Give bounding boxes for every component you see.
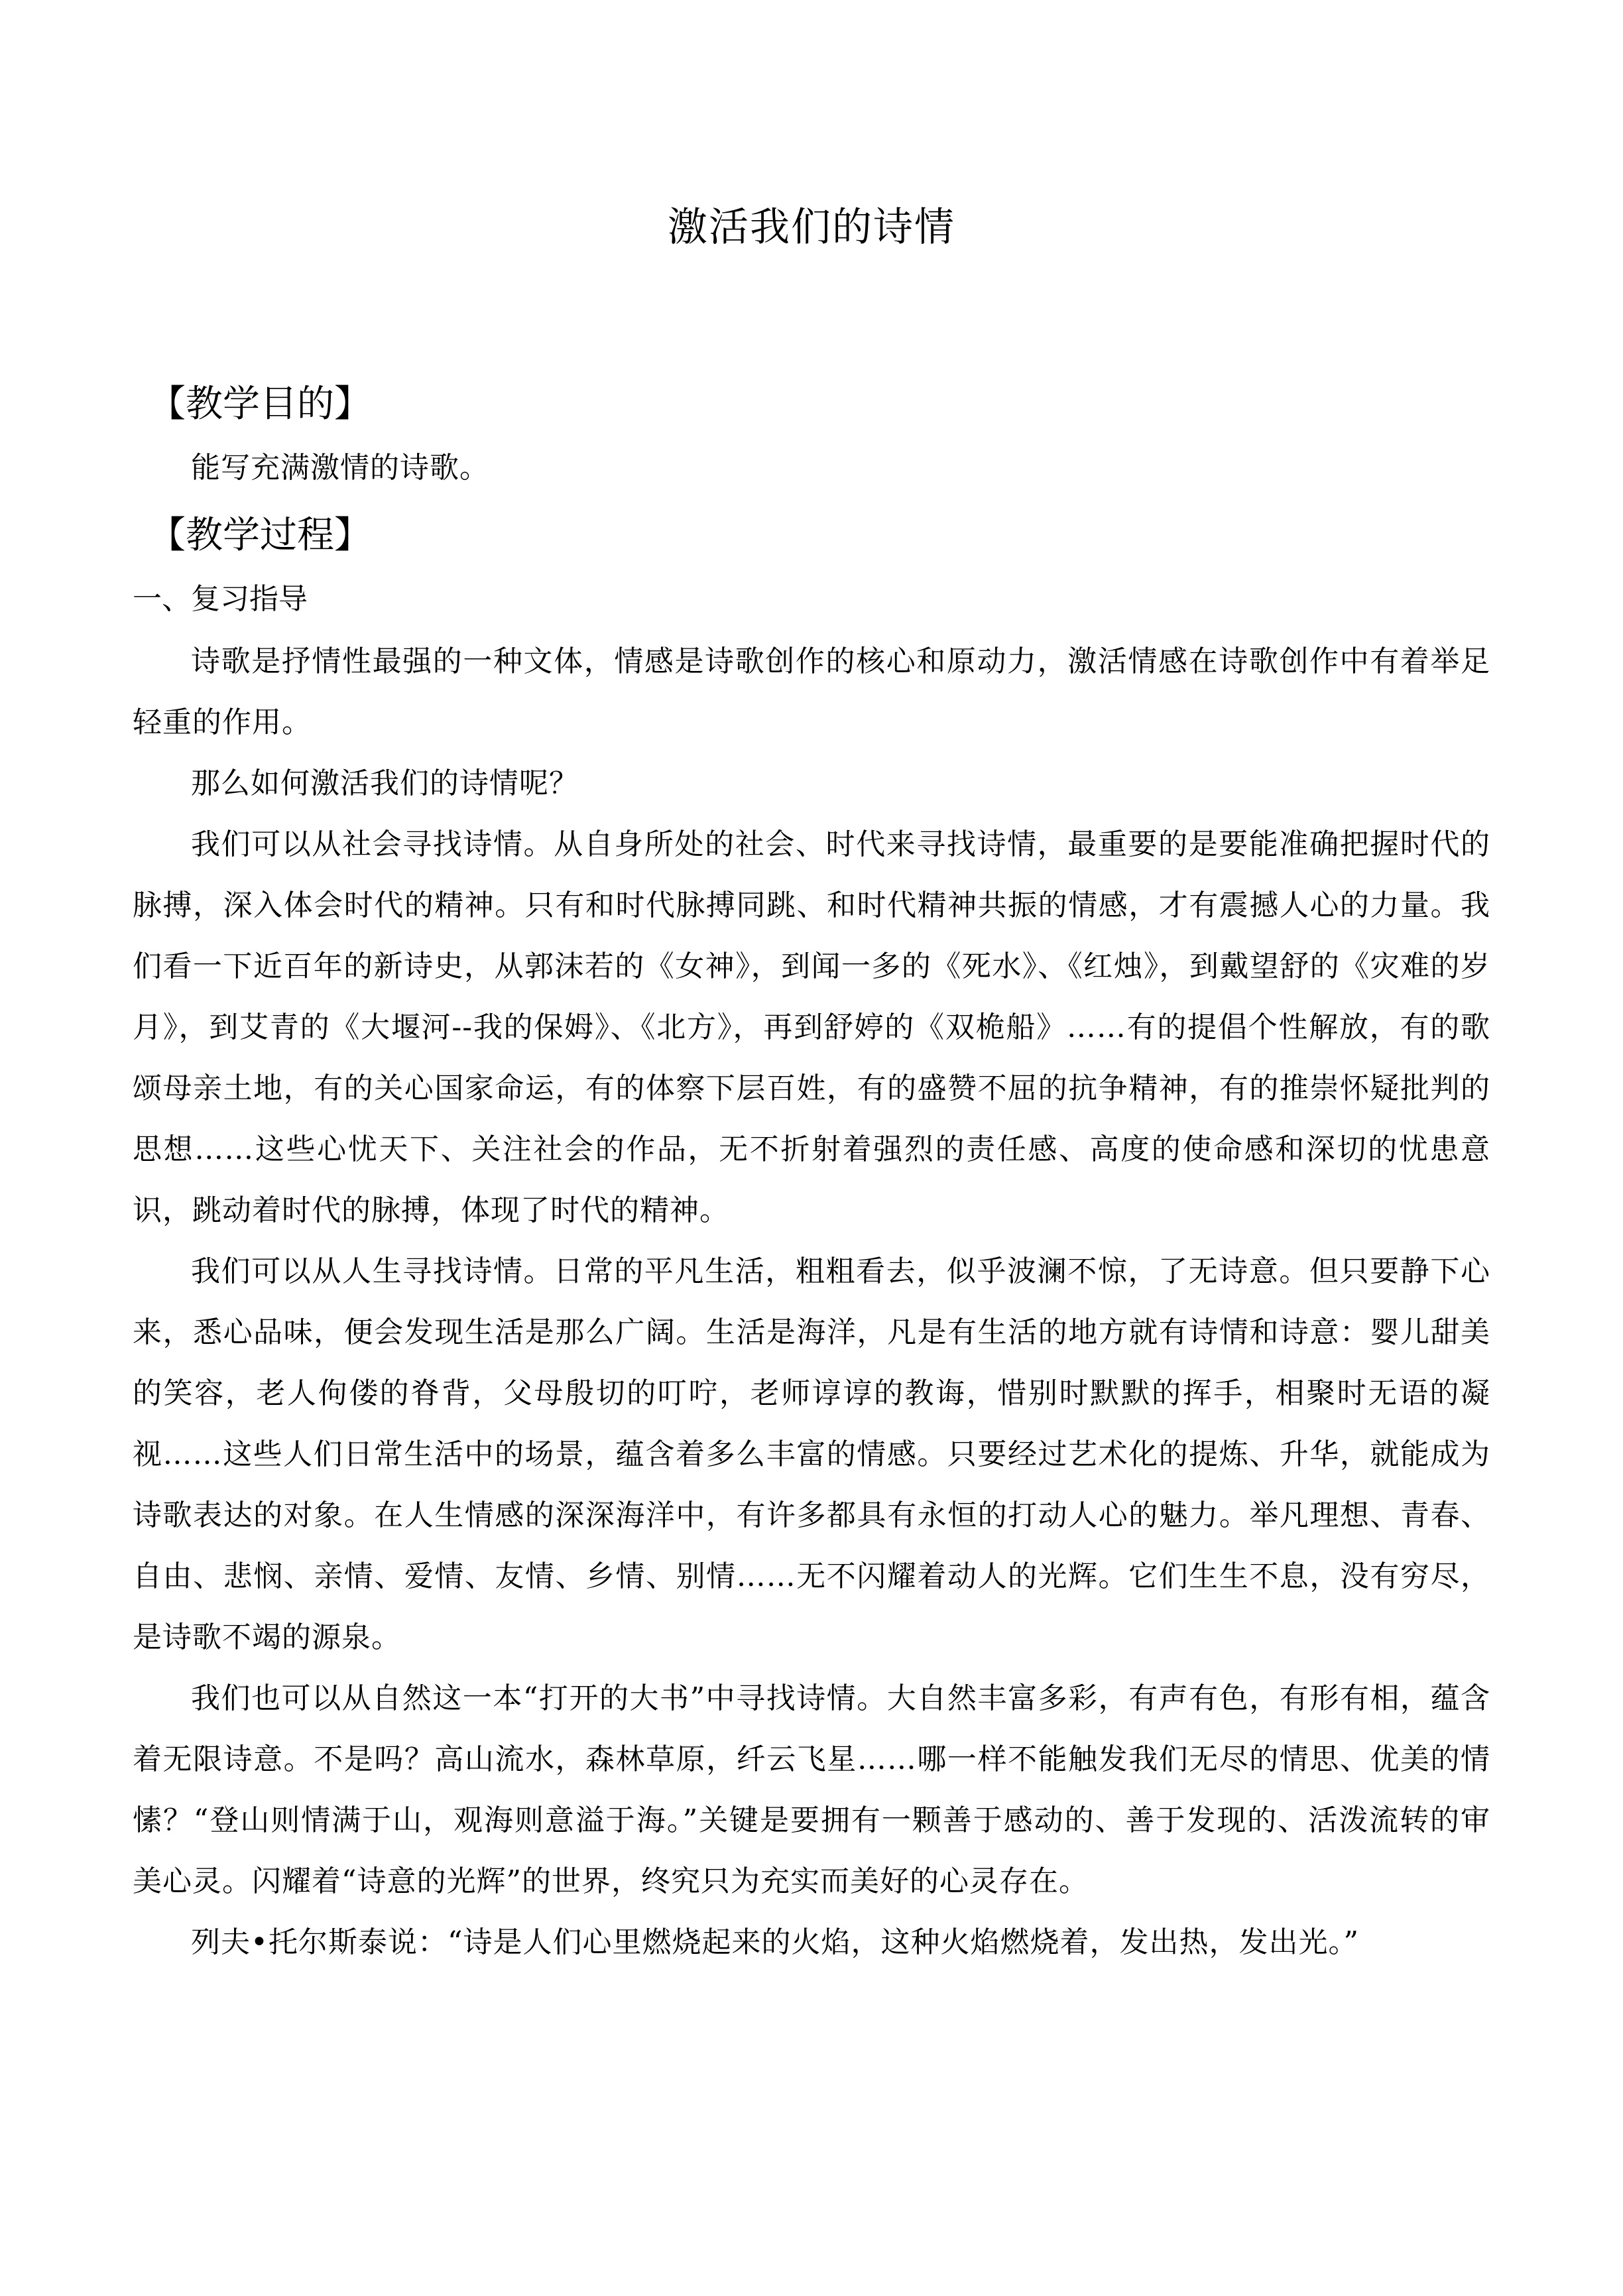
paragraph-society: 我们可以从社会寻找诗情。从自身所处的社会、时代来寻找诗情，最重要的是要能准确把握时代的脉搏，深入体会时代的精神。只有和时代脉搏同跳、和时代精神共振的情感，才有震撼人心的力量。我们看一下近百年的新诗史，从郭沫若的《女神》，到闻一多的《死水》、《红烛》，到戴望舒的《灾难的岁月》，到艾青的《大堰河--我的保姆》、《北方》，再到舒婷的《双桅船》……有的提倡个性解放，有的歌颂母亲土地，有的关心国家命运，有的体察下层百姓，有的盛赞不屈的抗争精神，有的推崇怀疑批判的思想……这些心忧天下、关注社会的作品，无不折射着强烈的责任感、高度的使命感和深切的忧患意识，跳动着时代的脉搏，体现了时代的精神。: [133, 827, 1490, 1227]
document-body: [133, 371, 1490, 1973]
process-heading: 【教学过程】: [149, 514, 371, 557]
paragraph-intro: 诗歌是抒情性最强的一种文体，情感是诗歌创作的核心和原动力，激活情感在诗歌创作中有着举足轻重的作用。: [133, 644, 1490, 739]
document-title: 激活我们的诗情: [668, 204, 955, 251]
paragraph-quote: 列夫•托尔斯泰说：“诗是人们心里燃烧起来的火焰，这种火焰燃烧着，发出热，发出光。”: [191, 1925, 1359, 1959]
paragraph-life: 我们可以从人生寻找诗情。日常的平凡生活，粗粗看去，似乎波澜不惊，了无诗意。但只要静下心来，悉心品味，便会发现生活是那么广阔。生活是海洋，凡是有生活的地方就有诗情和诗意：婴儿甜美的笑容，老人佝偻的脊背，父母殷切的叮咛，老师谆谆的教诲，惜别时默默的挥手，相聚时无语的凝视……这些人们日常生活中的场景，蕴含着多么丰富的情感。只要经过艺术化的提炼、升华，就能成为诗歌表达的对象。在人生情感的深深海洋中，有许多都具有永恒的打动人心的魅力。举凡理想、青春、自由、悲悯、亲情、爱情、友情、乡情、别情……无不闪耀着动人的光辉。它们生生不息，没有穷尽，是诗歌不竭的源泉。: [133, 1254, 1490, 1654]
objective-text: 能写充满激情的诗歌。: [191, 451, 489, 485]
paragraph-question: 那么如何激活我们的诗情呢？: [191, 766, 579, 800]
objective-heading: 【教学目的】: [149, 383, 371, 426]
review-heading: 一、复习指导: [133, 582, 308, 616]
paragraph-nature: 我们也可以从自然这一本“打开的大书”中寻找诗情。大自然丰富多彩，有声有色，有形有相，蕴含着无限诗意。不是吗？高山流水，森林草原，纤云飞星……哪一样不能触发我们无尽的情思、优美的情愫？“登山则情满于山，观海则意溢于海。”关键是要拥有一颗善于感动的、善于发现的、活泼流转的审美心灵。闪耀着“诗意的光辉”的世界，终究只为充实而美好的心灵存在。: [133, 1681, 1490, 1898]
